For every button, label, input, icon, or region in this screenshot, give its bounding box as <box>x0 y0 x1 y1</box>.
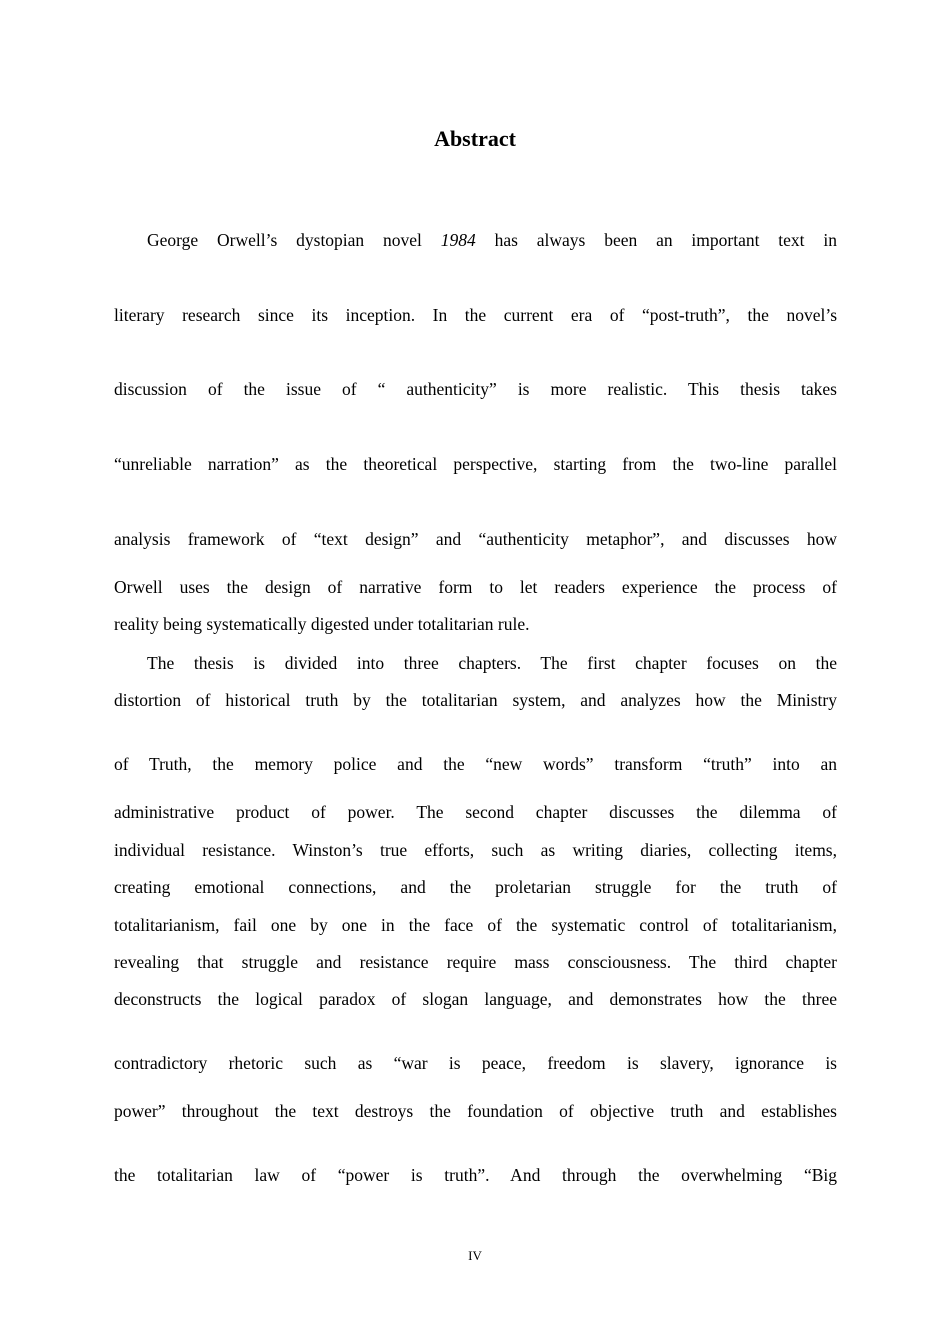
paragraph-line: reality being systematically digested under totalitarian rule. <box>114 614 530 634</box>
paragraph-line: contradictory rhetoric such as “war is peace, freedom is slavery, ignorance is <box>114 1053 837 1073</box>
paragraph-line: individual resistance. Winston’s true efforts, such as writing diaries, collecting items, <box>114 840 837 860</box>
book-title: 1984 <box>440 230 476 250</box>
paragraph-line: deconstructs the logical paradox of slogan language, and demonstrates how the three <box>114 989 837 1009</box>
paragraph-line: creating emotional connections, and the proletarian struggle for the truth of <box>114 877 837 897</box>
page-number: IV <box>468 1248 482 1263</box>
paragraph-line: “unreliable narration” as the theoretical perspective, starting from the two-line parallel <box>114 454 837 474</box>
paragraph-line: totalitarianism, fail one by one in the face of the systematic control of totalitarianism, <box>114 915 837 935</box>
paragraph-line: discussion of the issue of “ authenticity” is more realistic. This thesis takes <box>114 379 837 399</box>
paragraph-line: revealing that struggle and resistance require mass consciousness. The third chapter <box>114 952 837 972</box>
paragraph-line: George Orwell’s dystopian novel 1984 has always been an important text in <box>147 230 837 250</box>
page-title: Abstract <box>434 126 516 151</box>
paragraph-line: the totalitarian law of “power is truth”. And through the overwhelming “Big <box>114 1165 837 1185</box>
paragraph-line: analysis framework of “text design” and “authenticity metaphor”, and discusses how <box>114 529 837 549</box>
paragraph-line: Orwell uses the design of narrative form to let readers experience the process of <box>114 577 837 597</box>
paragraph-line: distortion of historical truth by the totalitarian system, and analyzes how the Ministry <box>114 690 837 710</box>
paragraph-line: literary research since its inception. In the current era of “post-truth”, the novel’s <box>114 305 837 325</box>
paragraph-line: power” throughout the text destroys the foundation of objective truth and establishes <box>114 1101 837 1121</box>
paragraph-line: of Truth, the memory police and the “new words” transform “truth” into an <box>114 754 837 774</box>
paragraph-line: The thesis is divided into three chapters. The first chapter focuses on the <box>147 653 837 673</box>
paragraph-line: administrative product of power. The second chapter discusses the dilemma of <box>114 802 837 822</box>
